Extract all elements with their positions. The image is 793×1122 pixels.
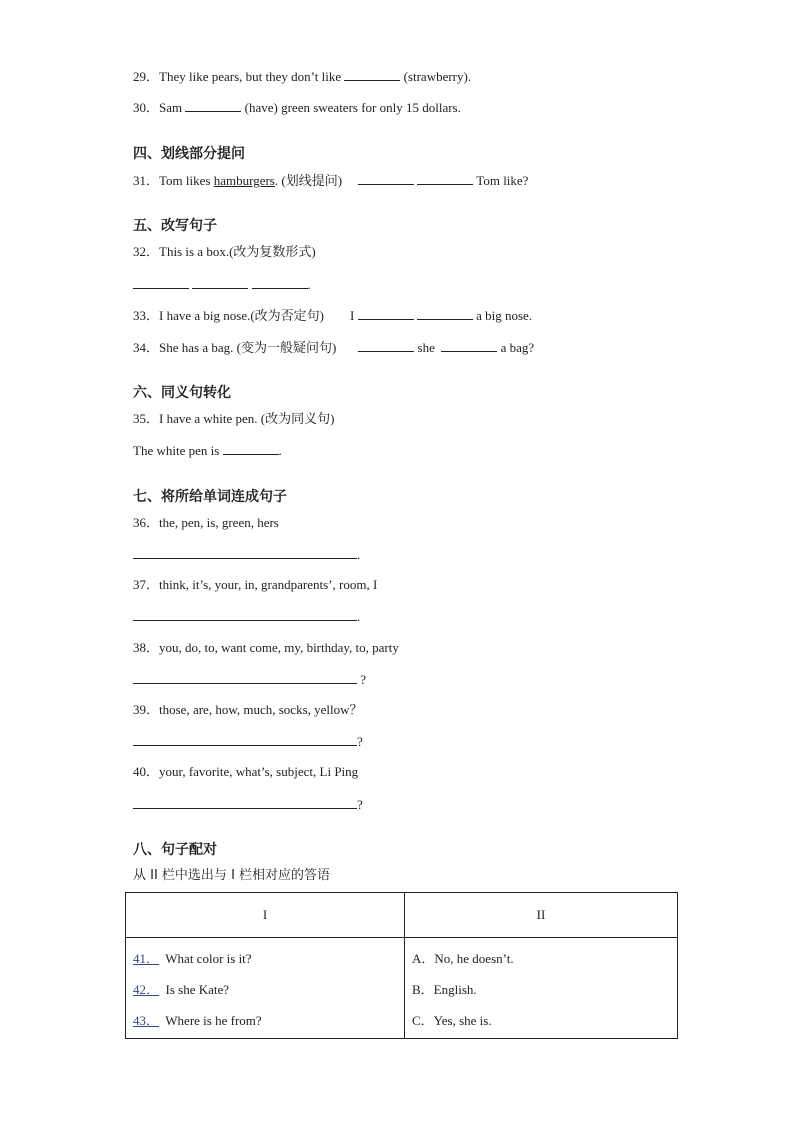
- match-question-text: What color is it?: [165, 951, 252, 966]
- question-text: They like pears, but they don’t like: [159, 69, 345, 84]
- answer-blank[interactable]: [358, 339, 414, 352]
- question-37: [133, 577, 377, 593]
- question-text: she: [414, 340, 439, 355]
- question-40: [133, 764, 358, 780]
- question-text: This is a box.(改为复数形式): [159, 244, 316, 259]
- question-number: 30．: [133, 100, 160, 115]
- answer-blank[interactable]: [417, 307, 473, 320]
- match-answer-a: A．No, he doesn’t.: [412, 951, 514, 966]
- question-36-answer: [133, 546, 360, 563]
- question-number-link[interactable]: 41．: [133, 951, 160, 966]
- sentence-end: .: [307, 277, 311, 292]
- question-number: 31．: [133, 173, 160, 188]
- question-text: . (划线提问): [274, 173, 343, 188]
- answer-line[interactable]: [133, 608, 357, 621]
- section-heading-5: 五、改写句子: [133, 218, 217, 234]
- question-text: Sam: [159, 100, 186, 115]
- question-36: [133, 515, 279, 531]
- sentence-end: ?: [357, 672, 367, 687]
- section-heading-6: 六、同义句转化: [133, 385, 231, 401]
- question-39: [133, 702, 363, 718]
- sentence-end: ?: [357, 797, 363, 812]
- answer-line[interactable]: [133, 546, 357, 559]
- match-question-41: [133, 948, 398, 979]
- question-38-answer: [133, 671, 366, 688]
- section-heading-7: 七、将所给单词连成句子: [133, 489, 287, 505]
- answer-line[interactable]: [133, 733, 357, 746]
- match-answer-b: B．English.: [412, 982, 477, 997]
- answer-blank[interactable]: [358, 172, 414, 185]
- question-32-answer: [133, 276, 311, 293]
- question-number: 35．: [133, 411, 160, 426]
- question-34: [133, 339, 534, 356]
- answer-blank[interactable]: [252, 276, 308, 289]
- question-33: [133, 307, 532, 324]
- table-header-row: [126, 893, 678, 938]
- answer-line[interactable]: [133, 671, 357, 684]
- question-text: I: [350, 308, 358, 323]
- question-31: [133, 172, 528, 189]
- answers-cell: [405, 938, 678, 1039]
- question-text: a bag?: [497, 340, 535, 355]
- question-38: [133, 640, 399, 656]
- answer-line[interactable]: [133, 796, 357, 809]
- sentence-end: ?: [357, 734, 363, 749]
- column-header-ii: II: [405, 893, 678, 938]
- table-row: [126, 938, 678, 1039]
- match-question-43: [133, 1010, 398, 1032]
- question-text: Tom like?: [473, 173, 529, 188]
- question-text: a big nose.: [472, 308, 533, 323]
- answer-blank[interactable]: [441, 339, 497, 352]
- question-35: [133, 411, 334, 427]
- section-heading-8: 八、句子配对: [133, 842, 217, 858]
- question-text: (have) green sweaters for only 15 dollars.: [241, 100, 461, 115]
- question-30: [133, 99, 461, 116]
- answer-blank[interactable]: [344, 68, 400, 81]
- question-text: I have a big nose.(改为否定句): [159, 308, 325, 323]
- question-35-answer: [133, 442, 282, 459]
- match-answer-c: C．Yes, she is.: [412, 1013, 492, 1028]
- question-number: 40．: [133, 764, 160, 779]
- answer-blank[interactable]: [223, 442, 279, 455]
- answer-blank[interactable]: [185, 99, 241, 112]
- answer-blank[interactable]: [358, 307, 414, 320]
- question-29: [133, 68, 471, 85]
- question-number: 33．: [133, 308, 160, 323]
- match-question-42: [133, 979, 398, 1010]
- answer-blank[interactable]: [417, 172, 473, 185]
- underlined-word: hamburgers: [213, 173, 275, 188]
- sentence-end: .: [357, 609, 361, 624]
- section-instruction: 从 II 栏中选出与 I 栏相对应的答语: [133, 868, 331, 883]
- question-number-link[interactable]: 42．: [133, 982, 160, 997]
- matching-table: [125, 892, 678, 1039]
- sentence-end: .: [278, 443, 282, 458]
- answer-blank[interactable]: [133, 276, 189, 289]
- question-text: (strawberry).: [400, 69, 472, 84]
- match-question-text: Where is he from?: [165, 1013, 262, 1028]
- question-text: She has a bag. (变为一般疑问句): [159, 340, 337, 355]
- question-40-answer: [133, 796, 363, 813]
- questions-cell: [126, 938, 405, 1039]
- question-text: think, it’s, your, in, grandparents’, room, I: [159, 577, 378, 592]
- question-text: you, do, to, want come, my, birthday, to, party: [159, 640, 399, 655]
- match-question-text: Is she Kate?: [165, 982, 230, 997]
- answer-blank[interactable]: [192, 276, 248, 289]
- question-text: your, favorite, what’s, subject, Li Ping: [159, 764, 359, 779]
- question-39-answer: [133, 733, 363, 750]
- question-number: 37．: [133, 577, 160, 592]
- question-number: 39．: [133, 702, 160, 717]
- question-number: 32．: [133, 244, 160, 259]
- question-37-answer: [133, 608, 360, 625]
- section-heading-4: 四、划线部分提问: [133, 146, 245, 162]
- question-number: 38．: [133, 640, 160, 655]
- question-text: I have a white pen. (改为同义句): [159, 411, 335, 426]
- question-number: 34．: [133, 340, 160, 355]
- answer-prefix: The white pen is: [133, 443, 223, 458]
- column-header-i: I: [126, 893, 405, 938]
- question-number: 29．: [133, 69, 160, 84]
- sentence-end: .: [357, 547, 361, 562]
- question-number-link[interactable]: 43．: [133, 1013, 160, 1028]
- question-text: those, are, how, much, socks, yellow？: [159, 702, 363, 717]
- question-32: [133, 244, 316, 260]
- question-text: the, pen, is, green, hers: [159, 515, 279, 530]
- question-number: 36．: [133, 515, 160, 530]
- question-text: Tom likes: [159, 173, 214, 188]
